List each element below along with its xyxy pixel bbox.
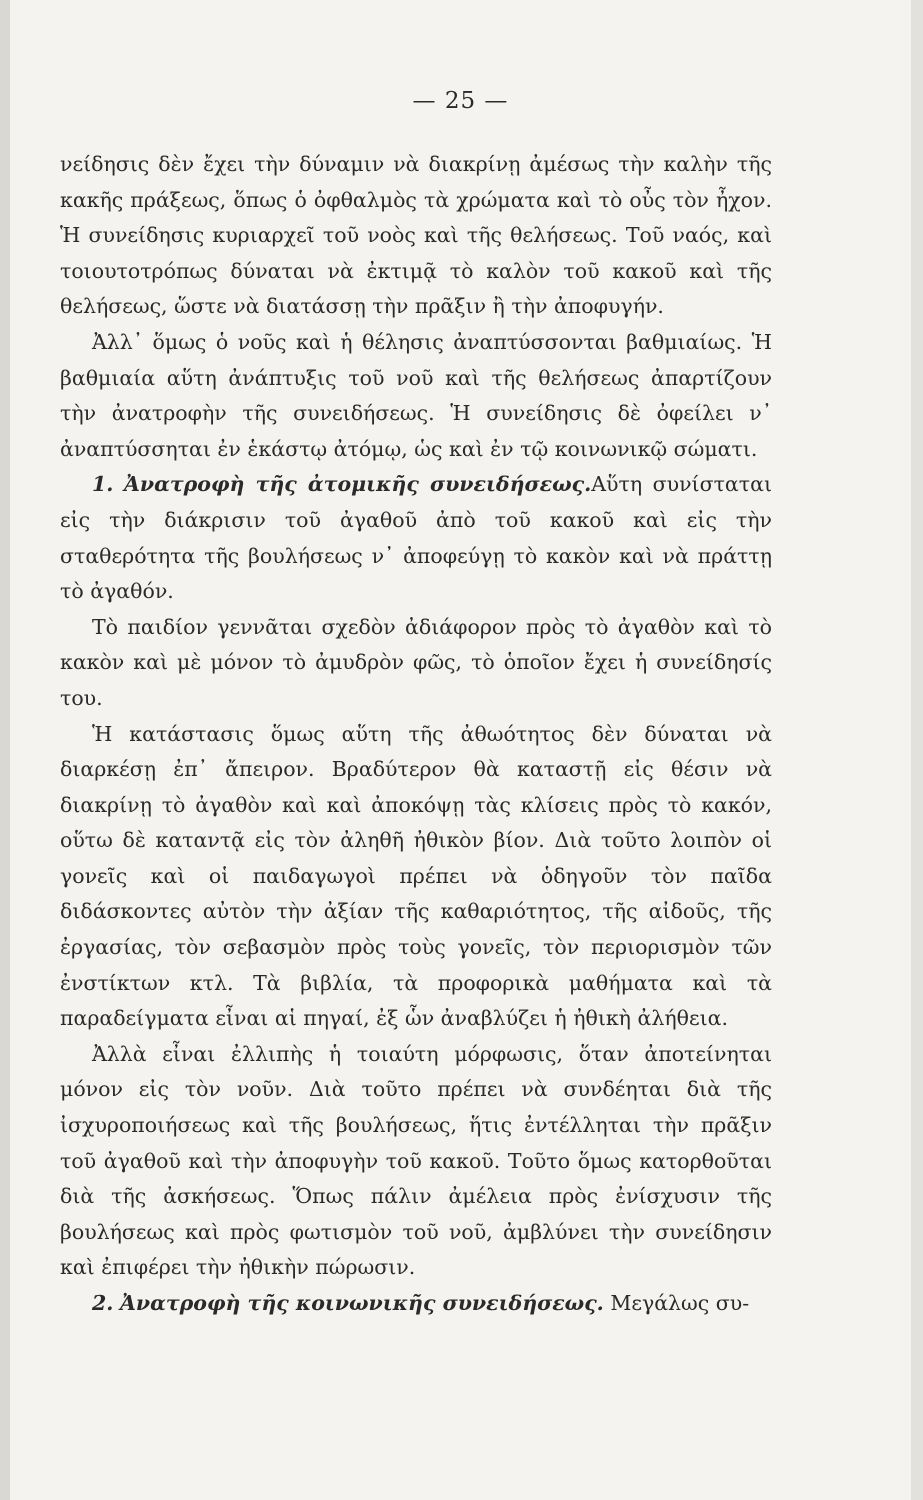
section-1-number: 1.: [92, 472, 114, 497]
page-number: — 25 —: [412, 88, 509, 114]
paragraph-4: [60, 610, 772, 717]
section-1-text: Αὕτη συνίσταται εἰς τὴν διάκρισιν τοῦ ἀγαθοῦ ἀπὸ τοῦ κακοῦ καὶ εἰς τὴν σταθερότητα τῆς βουλήσεως ν᾽ ἀποφεύγῃ τὸ κακὸν καὶ νὰ πράττῃ τὸ ἀγαθόν.: [60, 472, 772, 604]
paragraph-6-text: Ἀλλὰ εἶναι ἐλλιπὴς ἡ τοιαύτη μόρφωσις, ὅταν ἀποτείνηται μόνον εἰς τὸν νοῦν. Διὰ τοῦτο πρέπει νὰ συνδέηται διὰ τῆς ἰσχυροποιήσεως καὶ τῆς βουλήσεως, ἥτις ἐντέλληται τὴν πρᾶξιν τοῦ ἀγαθοῦ καὶ τὴν ἀποφυγὴν τοῦ κακοῦ. Τοῦτο ὅμως κατορθοῦται διὰ τῆς ἀσκήσεως. Ὅπως πάλιν ἀμέλεια πρὸς ἐνίσχυσιν τῆς βουλήσεως καὶ πρὸς φωτισμὸν τοῦ νοῦ, ἀμβλύνει τὴν συνείδησιν καὶ ἐπιφέρει τὴν ἠθικὴν πώρωσιν.: [60, 1041, 772, 1280]
paragraph-2: [60, 325, 772, 467]
section-2: [60, 1286, 772, 1322]
section-2-text: Μεγάλως συ-: [603, 1291, 750, 1315]
body-text: [60, 147, 772, 1322]
paragraph-4-text: Τὸ παιδίον γεννᾶται σχεδὸν ἀδιάφορον πρὸς τὸ ἀγαθὸν καὶ τὸ κακὸν καὶ μὲ μόνον τὸ ἀμυδρὸν φῶς, τὸ ὁποῖον ἔχει ἡ συνείδησίς του.: [60, 614, 772, 710]
section-2-number: 2.: [92, 1291, 114, 1315]
paragraph-5: [60, 717, 772, 1037]
paragraph-1-text: νείδησις δὲν ἔχει τὴν δύναμιν νὰ διακρίνῃ ἀμέσως τὴν καλὴν τῆς κακῆς πράξεως, ὅπως ὁ ὀφθαλμὸς τὰ χρώματα καὶ τὸ οὖς τὸν ἦχον. Ἡ συνείδησις κυριαρχεῖ τοῦ νοὸς καὶ τῆς θελήσεως. Τοῦ ναός, καὶ τοιουτοτρόπως δύναται νὰ ἐκτιμᾷ τὸ καλὸν τοῦ κακοῦ καὶ τῆς θελήσεως, ὥστε νὰ διατάσσῃ τὴν πρᾶξιν ἢ τὴν ἀποφυγήν.: [60, 152, 772, 319]
section-1: [60, 467, 772, 609]
paragraph-6: [60, 1037, 772, 1286]
section-2-heading: Ἀνατροφὴ τῆς κοινωνικῆς συνειδήσεως.: [119, 1291, 604, 1315]
section-1-heading: Ἀνατροφὴ τῆς ἀτομικῆς συνειδήσεως.: [123, 472, 592, 497]
paragraph-2-text: Ἀλλ᾽ ὅμως ὁ νοῦς καὶ ἡ θέλησις ἀναπτύσσονται βαθμιαίως. Ἡ βαθμιαία αὕτη ἀνάπτυξις τοῦ νοῦ καὶ τῆς θελήσεως ἀπαρτίζουν τὴν ἀνατροφὴν τῆς συνειδήσεως. Ἡ συνείδησις δὲ ὀφείλει ν᾽ ἀναπτύσσηται ἐν ἑκάστῳ ἀτόμῳ, ὡς καὶ ἐν τῷ κοινωνικῷ σώματι.: [60, 329, 772, 461]
paragraph-5-text: Ἡ κατάστασις ὅμως αὕτη τῆς ἀθωότητος δὲν δύναται νὰ διαρκέσῃ ἐπ᾽ ἄπειρον. Βραδύτερον θὰ καταστῇ εἰς θέσιν νὰ διακρίνῃ τὸ ἀγαθὸν καὶ καὶ ἀποκόψῃ τὰς κλίσεις πρὸς τὸ κακόν, οὕτω δὲ καταντᾷ εἰς τὸν ἀληθῆ ἠθικὸν βίον. Διὰ τοῦτο λοιπὸν οἱ γονεῖς καὶ οἱ παιδαγωγοὶ πρέπει νὰ ὁδηγοῦν τὸν παῖδα διδάσκοντες αὐτὸν τὴν ἀξίαν τῆς καθαριότητος, τῆς αἰδοῦς, τῆς ἐργασίας, τὸν σεβασμὸν πρὸς τοὺς γονεῖς, τὸν περιορισμὸν τῶν ἐνστίκτων κτλ. Τὰ βιβλία, τὰ προφορικὰ μαθήματα καὶ τὰ παραδείγματα εἶναι αἱ πηγαί, ἐξ ὧν ἀναβλύζει ἡ ἠθικὴ ἀλήθεια.: [60, 721, 772, 1031]
paragraph-1: [60, 147, 772, 325]
